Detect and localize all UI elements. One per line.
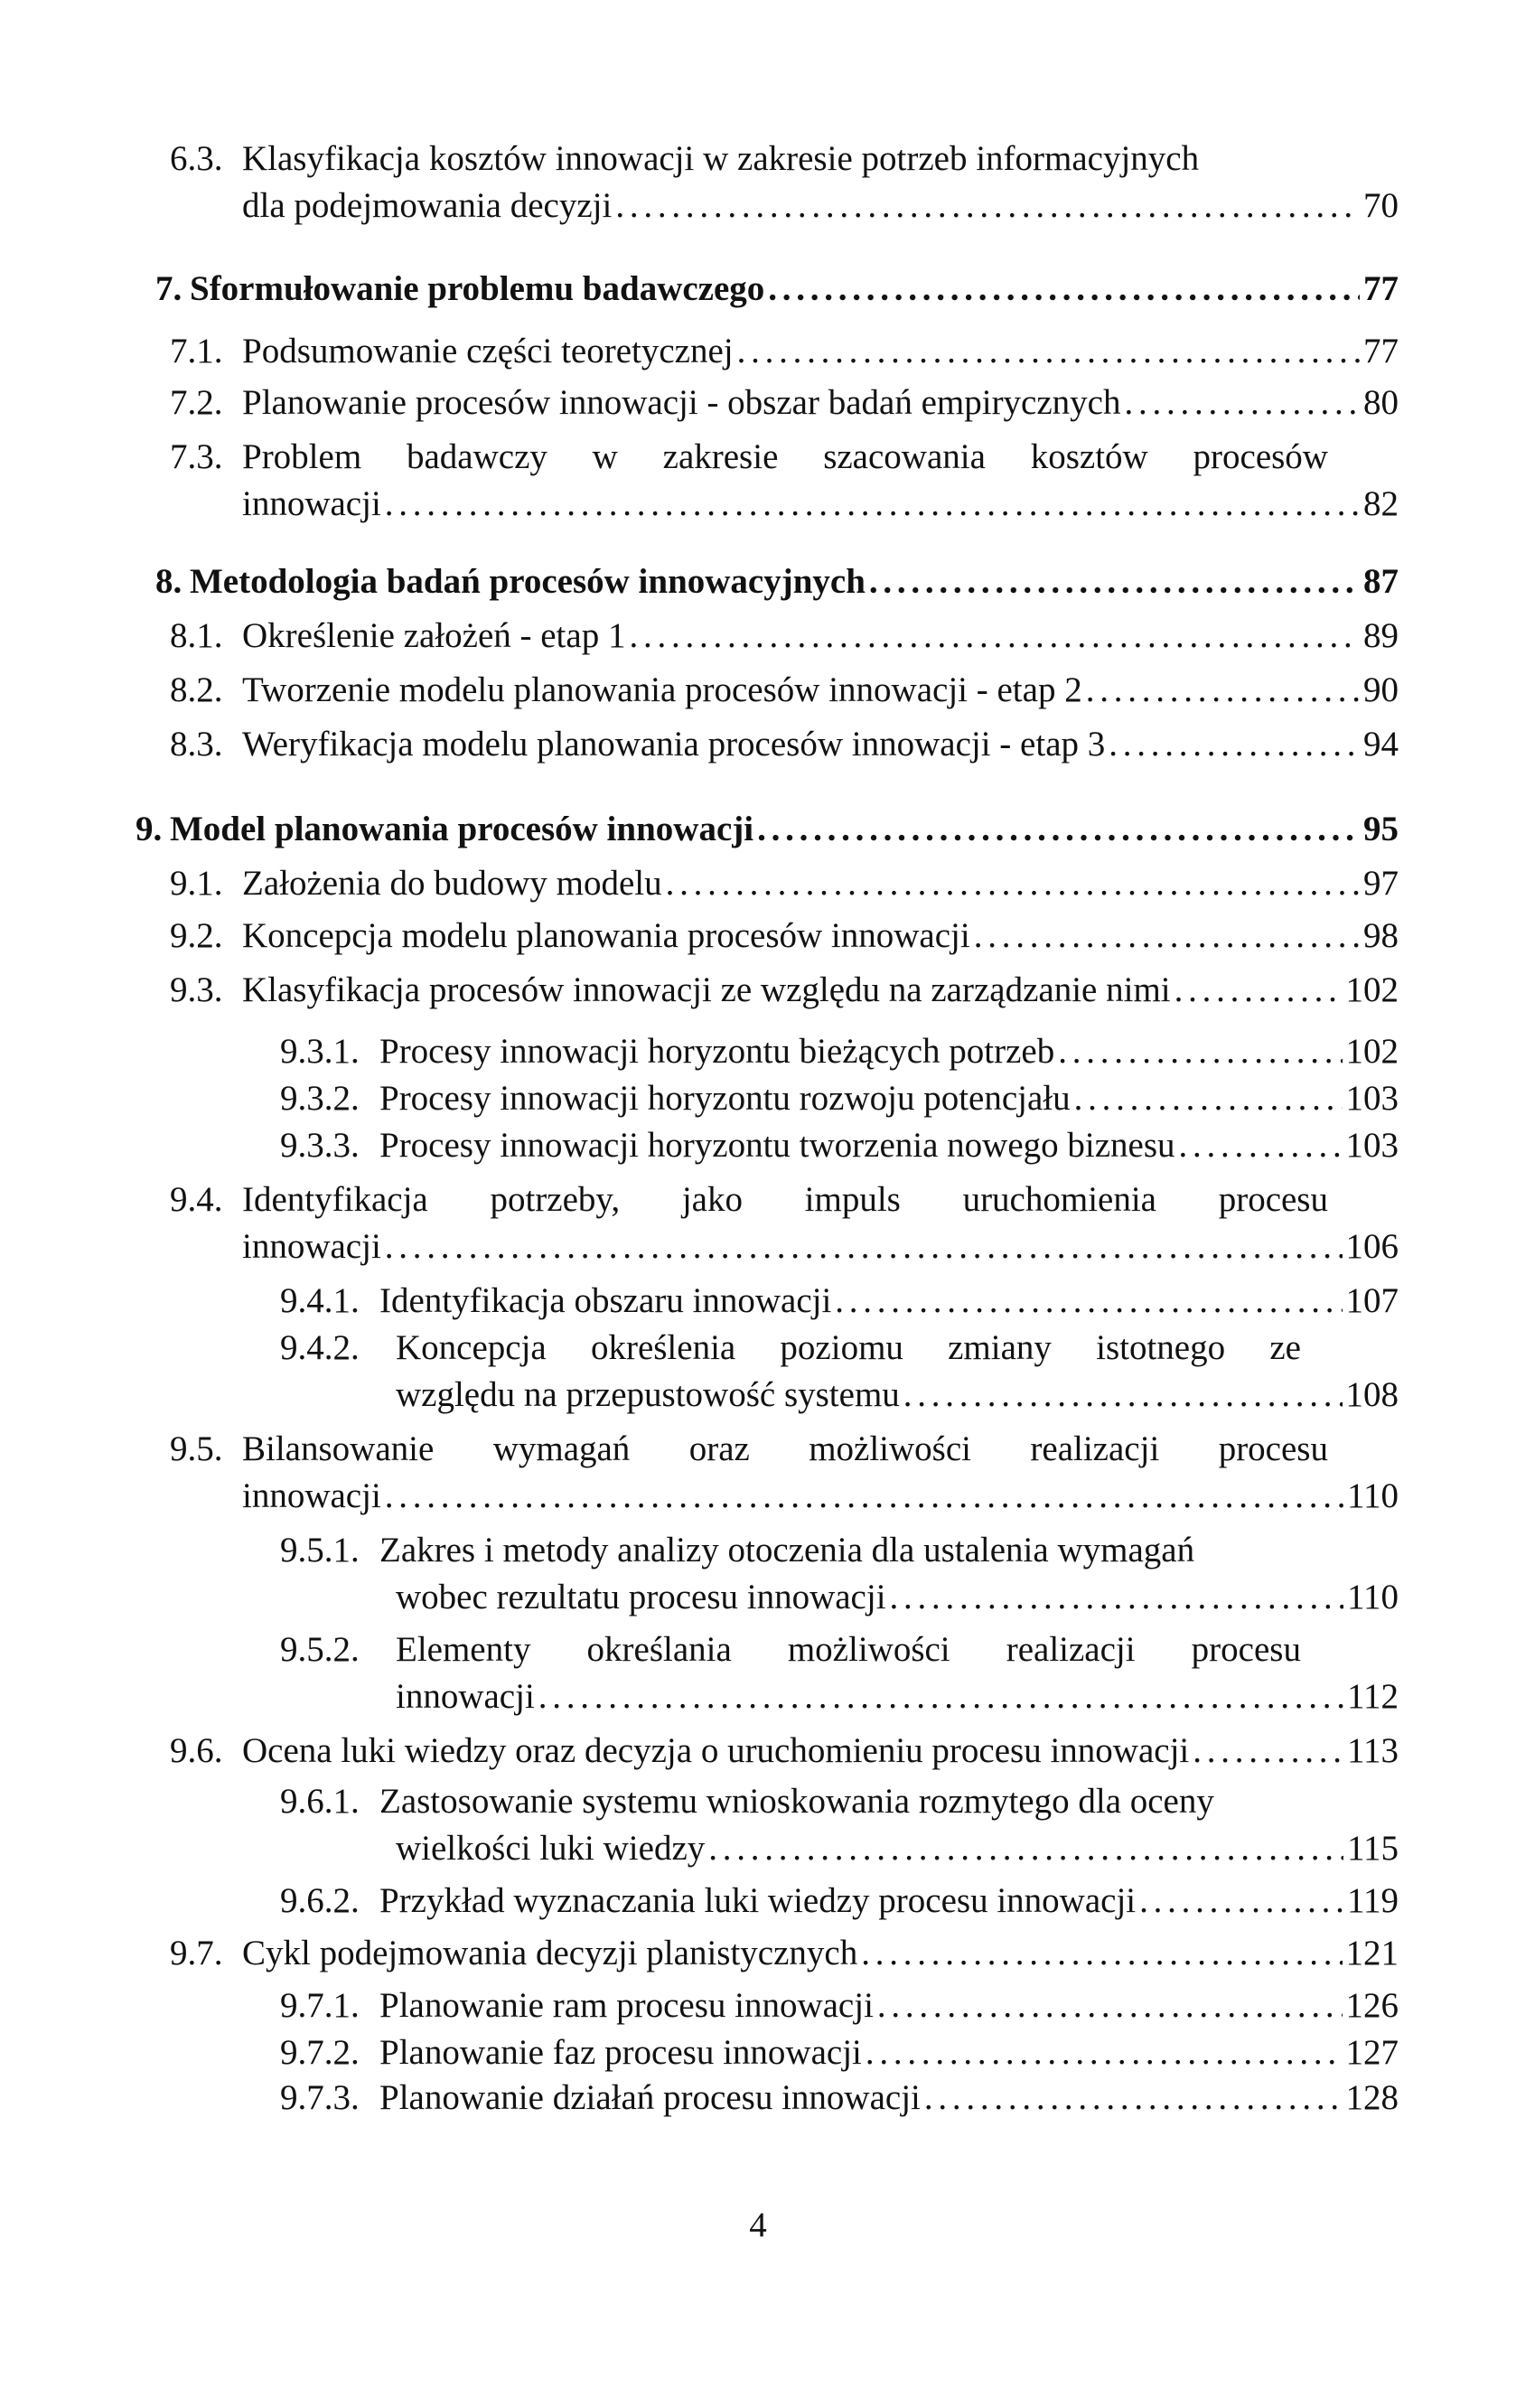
toc-word: impuls (804, 1180, 901, 1219)
toc-page-ref: 90 (1363, 670, 1399, 709)
toc-number: 9.6.2. (280, 1881, 360, 1920)
toc-leader (396, 1574, 1399, 1621)
toc-number: 9.5.1. (280, 1531, 360, 1569)
toc-number: 8.2. (170, 670, 223, 709)
toc-word: procesu (1191, 1630, 1301, 1669)
toc-leader (242, 183, 1399, 230)
toc-number: 7.2. (170, 383, 223, 422)
toc-entry-9-4-2 (280, 1325, 1399, 1419)
toc-page-ref: 106 (1345, 1227, 1399, 1266)
toc-leader (379, 1075, 1399, 1122)
toc-leader (379, 1028, 1399, 1075)
toc-number: 7.1. (170, 332, 223, 370)
toc-leader (379, 1878, 1399, 1925)
dot-leader (1175, 1122, 1343, 1169)
toc-page-ref: 119 (1346, 1881, 1399, 1920)
toc-page-ref: 107 (1345, 1281, 1399, 1320)
toc-page-ref: 94 (1363, 725, 1399, 764)
toc-number: 9.6. (170, 1731, 223, 1770)
toc-title: Tworzenie modelu planowania procesów innowacji - etap 2 (242, 670, 1082, 709)
toc-entry-9-4-1 (280, 1278, 1399, 1325)
toc-entry-9-3-2 (280, 1075, 1399, 1122)
toc-entry-8-3 (170, 721, 1399, 768)
toc-word: Elementy (396, 1630, 531, 1669)
toc-page-ref: 82 (1363, 484, 1399, 523)
toc-leader (242, 1223, 1399, 1270)
toc-page-ref: 89 (1363, 616, 1399, 655)
toc-entry-9-1 (170, 860, 1399, 907)
toc-word: szacowania (823, 437, 986, 476)
toc-word: procesów (1193, 437, 1328, 476)
toc-word: jako (681, 1180, 743, 1219)
dot-leader (753, 806, 1360, 853)
toc-entry-9-2 (170, 913, 1399, 960)
toc-title-continued: innowacji (242, 1476, 381, 1515)
toc-title-continued: dla podejmowania decyzji (242, 186, 613, 225)
toc-word: określania (586, 1630, 732, 1669)
toc-leader (190, 558, 1399, 605)
toc-page-ref: 97 (1363, 864, 1399, 903)
toc-title: Procesy innowacji horyzontu bieżących potrzeb (379, 1032, 1055, 1071)
toc-entry-9-3-3 (280, 1122, 1399, 1169)
toc-word: oraz (688, 1429, 750, 1468)
toc-number: 9.7.2. (280, 2033, 360, 2072)
toc-title: Założenia do budowy modelu (242, 864, 662, 903)
toc-entry-7-1 (170, 328, 1399, 375)
toc-leader (242, 860, 1399, 907)
toc-entry-9-6-1 (280, 1778, 1399, 1872)
toc-leader (379, 2029, 1399, 2076)
toc-title-continued: wielkości luki wiedzy (396, 1829, 706, 1868)
dot-leader (381, 481, 1360, 528)
toc-entry-9-5-1 (280, 1527, 1399, 1621)
toc-word: możliwości (787, 1630, 950, 1669)
dot-leader (886, 1574, 1343, 1621)
toc-leader (396, 1673, 1399, 1720)
toc-number: 9.2. (170, 916, 223, 955)
toc-word: realizacji (1006, 1630, 1136, 1669)
toc-title (242, 1176, 1328, 1223)
dot-leader (831, 1278, 1342, 1325)
toc-chapter-9 (136, 806, 1399, 853)
toc-number: 9.5.2. (280, 1630, 360, 1669)
toc-page-ref: 98 (1363, 916, 1399, 955)
dot-leader (862, 2029, 1343, 2076)
toc-title-continued: innowacji (242, 484, 381, 523)
toc-page-ref: 103 (1345, 1079, 1399, 1118)
dot-leader (1054, 1028, 1342, 1075)
toc-entry-9-7-3 (280, 2075, 1399, 2122)
toc-title (396, 1325, 1301, 1372)
toc-leader (170, 806, 1399, 853)
toc-page-ref: 112 (1346, 1677, 1399, 1716)
toc-word: uruchomienia (962, 1180, 1156, 1219)
toc-leader (242, 481, 1399, 528)
toc-chapter-8 (155, 558, 1399, 605)
toc-number: 6.3. (170, 139, 223, 178)
toc-word: procesu (1218, 1180, 1328, 1219)
dot-leader (874, 1982, 1343, 2029)
toc-number: 8.3. (170, 725, 223, 764)
toc-page-ref: 115 (1346, 1829, 1399, 1868)
toc-title: Klasyfikacja kosztów innowacji w zakresie potrzeb informacyjnych (242, 139, 1200, 178)
toc-word: kosztów (1030, 437, 1148, 476)
toc-word: w (592, 437, 618, 476)
dot-leader (381, 1223, 1343, 1270)
dot-leader (1121, 379, 1361, 426)
toc-word: Bilansowanie (242, 1429, 435, 1468)
dot-leader (625, 613, 1360, 660)
toc-entry-7-3 (170, 434, 1399, 528)
toc-title: Klasyfikacja procesów innowacji ze względu na zarządzanie nimi (242, 970, 1171, 1009)
dot-leader (764, 266, 1360, 313)
toc-title (242, 1426, 1328, 1473)
toc-entry-7-2 (170, 379, 1399, 426)
toc-leader (242, 967, 1399, 1014)
dot-leader (1082, 667, 1360, 714)
toc-word: wymagań (492, 1429, 631, 1468)
toc-word: Koncepcja (396, 1328, 547, 1367)
dot-leader (662, 860, 1360, 907)
toc-page-ref: 95 (1363, 810, 1399, 848)
dot-leader (381, 1473, 1343, 1520)
toc-word: Identyfikacja (242, 1180, 428, 1219)
toc-page-ref: 128 (1345, 2078, 1399, 2117)
dot-leader (1071, 1075, 1343, 1122)
toc-title: Planowanie faz procesu innowacji (379, 2033, 862, 2072)
dot-leader (921, 2075, 1343, 2122)
toc-page-ref: 113 (1346, 1731, 1399, 1770)
toc-page-ref: 77 (1363, 269, 1399, 308)
dot-leader (1105, 721, 1360, 768)
toc-title (242, 434, 1328, 481)
toc-title: Procesy innowacji horyzontu rozwoju potencjału (379, 1079, 1071, 1118)
toc-word: poziomu (780, 1328, 903, 1367)
toc-page-ref: 110 (1346, 1476, 1399, 1515)
dot-leader (866, 558, 1360, 605)
toc-title-continued: względu na przepustowość systemu (396, 1375, 900, 1414)
dot-leader (857, 1930, 1342, 1977)
toc-number: 9.5. (170, 1429, 223, 1468)
toc-leader (242, 379, 1399, 426)
toc-number: 9.1. (170, 864, 223, 903)
toc-number: 9.6.1. (280, 1782, 360, 1821)
toc-entry-9-7-2 (280, 2029, 1399, 2076)
dot-leader (705, 1825, 1343, 1872)
toc-word: realizacji (1030, 1429, 1160, 1468)
toc-number: 9.3.2. (280, 1079, 360, 1118)
toc-leader (379, 1982, 1399, 2029)
toc-page-ref: 103 (1345, 1126, 1399, 1165)
toc-entry-6-3 (170, 136, 1399, 230)
toc-number: 9.3. (170, 970, 223, 1009)
dot-leader (734, 328, 1360, 375)
toc-leader (242, 328, 1399, 375)
toc-title: Koncepcja modelu planowania procesów innowacji (242, 916, 970, 955)
toc-title: Planowanie ram procesu innowacji (379, 1986, 874, 2025)
toc-word: określenia (590, 1328, 736, 1367)
toc-entry-9-7-1 (280, 1982, 1399, 2029)
toc-page-ref: 87 (1363, 562, 1399, 601)
toc-word: Problem (242, 437, 362, 476)
toc-title: Ocena luki wiedzy oraz decyzja o uruchomieniu procesu innowacji (242, 1731, 1190, 1770)
toc-word: możliwości (809, 1429, 972, 1468)
toc-page-ref: 80 (1363, 383, 1399, 422)
toc-page-ref: 110 (1346, 1578, 1399, 1616)
dot-leader (1189, 1728, 1343, 1775)
toc-leader (379, 2075, 1399, 2122)
toc-title: Metodologia badań procesów innowacyjnych (190, 562, 866, 601)
toc-number: 8.1. (170, 616, 223, 655)
toc-title: Określenie założeń - etap 1 (242, 616, 626, 655)
toc-page-ref: 108 (1345, 1375, 1399, 1414)
toc-chapter-7 (155, 266, 1399, 313)
toc-page-ref: 77 (1363, 332, 1399, 370)
toc-leader (379, 1122, 1399, 1169)
toc-page-ref: 102 (1345, 970, 1399, 1009)
toc-number: 8. (155, 562, 182, 601)
toc-title: Identyfikacja obszaru innowacji (379, 1281, 832, 1320)
toc-entry-9-6-2 (280, 1878, 1399, 1925)
toc-leader (242, 613, 1399, 660)
toc-title: Podsumowanie części teoretycznej (242, 332, 734, 370)
toc-entry-9-4 (170, 1176, 1399, 1270)
toc-leader (396, 1372, 1399, 1419)
toc-title: Planowanie procesów innowacji - obszar badań empirycznych (242, 383, 1121, 422)
page-number: 4 (749, 2206, 767, 2244)
toc-title: Zakres i metody analizy otoczenia dla ustalenia wymagań (379, 1531, 1195, 1569)
toc-leader (396, 1825, 1399, 1872)
toc-word: zmiany (948, 1328, 1052, 1367)
dot-leader (612, 183, 1360, 230)
toc-word: badawczy (406, 437, 547, 476)
toc-number: 9.4.1. (280, 1281, 360, 1320)
toc-page-ref: 70 (1363, 186, 1399, 225)
toc-leader (242, 667, 1399, 714)
toc-title: Sformułowanie problemu badawczego (190, 269, 765, 308)
toc-leader (242, 1728, 1399, 1775)
toc-title-continued: innowacji (242, 1227, 381, 1266)
toc-entry-9-3-1 (280, 1028, 1399, 1075)
dot-leader (1136, 1878, 1343, 1925)
toc-leader (242, 721, 1399, 768)
toc-entry-9-7 (170, 1930, 1399, 1977)
toc-page-ref: 127 (1345, 2033, 1399, 2072)
toc-word: potrzeby, (490, 1180, 621, 1219)
toc-number: 7.3. (170, 437, 223, 476)
toc-word: zakresie (662, 437, 779, 476)
toc-number: 9.4.2. (280, 1328, 360, 1367)
toc-title-continued: innowacji (396, 1677, 535, 1716)
toc-number: 9.7. (170, 1934, 223, 1972)
toc-leader (242, 1930, 1399, 1977)
toc-word: ze (1269, 1328, 1301, 1367)
toc-title: Weryfikacja modelu planowania procesów innowacji - etap 3 (242, 725, 1106, 764)
toc-word: procesu (1218, 1429, 1328, 1468)
toc-entry-9-5-2 (280, 1626, 1399, 1720)
toc-number: 7. (155, 269, 182, 308)
toc-title-continued: wobec rezultatu procesu innowacji (396, 1578, 886, 1616)
toc-number: 9.4. (170, 1180, 223, 1219)
toc-page-ref: 126 (1345, 1986, 1399, 2025)
toc-page-ref: 102 (1345, 1032, 1399, 1071)
toc-leader (190, 266, 1399, 313)
toc-entry-9-3 (170, 967, 1399, 1014)
dot-leader (900, 1372, 1343, 1419)
toc-title: Cykl podejmowania decyzji planistycznych (242, 1934, 858, 1972)
toc-page-ref: 121 (1345, 1934, 1399, 1972)
toc-entry-8-2 (170, 667, 1399, 714)
toc-number: 9.3.3. (280, 1126, 360, 1165)
toc-leader (242, 1473, 1399, 1520)
toc-title: Model planowania procesów innowacji (170, 810, 754, 848)
toc-title: Zastosowanie systemu wnioskowania rozmytego dla oceny (379, 1782, 1214, 1821)
dot-leader (1171, 967, 1343, 1014)
toc-number: 9.7.3. (280, 2078, 360, 2117)
toc-leader (242, 913, 1399, 960)
toc-title (396, 1626, 1301, 1673)
toc-entry-9-6 (170, 1728, 1399, 1775)
toc-word: istotnego (1096, 1328, 1226, 1367)
toc-entry-8-1 (170, 613, 1399, 660)
dot-leader (970, 913, 1360, 960)
toc-leader (379, 1278, 1399, 1325)
toc-title: Planowanie działań procesu innowacji (379, 2078, 921, 2117)
toc-title: Przykład wyznaczania luki wiedzy procesu innowacji (379, 1881, 1137, 1920)
toc-number: 9. (136, 810, 163, 848)
dot-leader (535, 1673, 1343, 1720)
toc-entry-9-5 (170, 1426, 1399, 1520)
toc-number: 9.3.1. (280, 1032, 360, 1071)
toc-title: Procesy innowacji horyzontu tworzenia nowego biznesu (379, 1126, 1175, 1165)
toc-number: 9.7.1. (280, 1986, 360, 2025)
